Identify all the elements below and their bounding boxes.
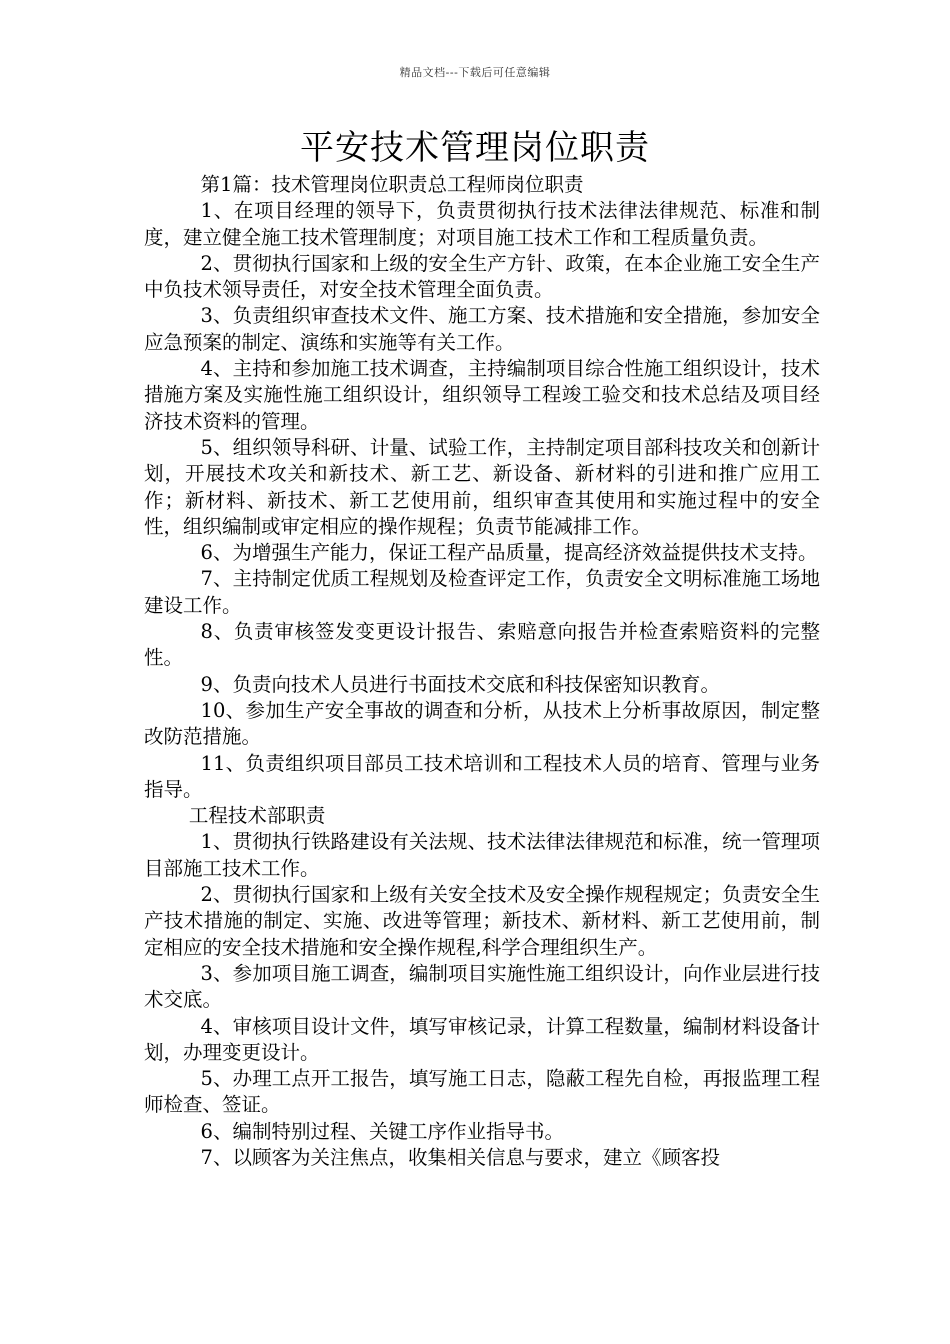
section-heading: 工程技术部职责: [188, 804, 326, 828]
paragraph: 9、负责向技术人员进行书面技术交底和科技保密知识教育。: [200, 672, 720, 696]
paragraph: 6、编制特别过程、关键工序作业指导书。: [200, 1119, 564, 1143]
paragraph: 1、在项目经理的领导下，负责贯彻执行技术法律法律规范、标准和制度，建立健全施工技术管理制度；对项目施工技术工作和工程质量负责。: [144, 199, 820, 249]
paragraph: 1、贯彻执行铁路建设有关法规、技术法律法律规范和标准，统一管理项目部施工技术工作。: [144, 830, 820, 880]
paragraph: 2、贯彻执行国家和上级有关安全技术及安全操作规程规定；负责安全生产技术措施的制定、实施、改进等管理；新技术、新材料、新工艺使用前，制定相应的安全技术措施和安全操作规程,科学合理组织生产。: [144, 883, 820, 959]
paragraph: 5、办理工点开工报告，填写施工日志，隐蔽工程先自检，再报监理工程师检查、签证。: [144, 1067, 820, 1117]
paragraph: 4、主持和参加施工技术调查，主持编制项目综合性施工组织设计，技术措施方案及实施性施工组织设计，组织领导工程竣工验交和技术总结及项目经济技术资料的管理。: [144, 357, 820, 433]
header-note: 精品文档---下载后可任意编辑: [399, 66, 551, 79]
paragraph: 10、参加生产安全事故的调查和分析，从技术上分析事故原因，制定整改防范措施。: [144, 698, 820, 749]
paragraph: 7、以顾客为关注焦点，收集相关信息与要求，建立《顾客投: [200, 1145, 720, 1169]
paragraph: 2、贯彻执行国家和上级的安全生产方针、政策，在本企业施工安全生产中负技术领导责任，对安全技术管理全面负责。: [144, 251, 820, 302]
section-heading: 第1篇：技术管理岗位职责总工程师岗位职责: [200, 173, 584, 196]
document-body: [144, 172, 820, 1171]
paragraph: 11、负责组织项目部员工技术培训和工程技术人员的培育、管理与业务指导。: [144, 751, 820, 801]
paragraph: 4、审核项目设计文件，填写审核记录，计算工程数量，编制材料设备计划，办理变更设计。: [144, 1014, 820, 1064]
paragraph: 7、主持制定优质工程规划及检查评定工作，负责安全文明标准施工场地建设工作。: [144, 567, 820, 617]
paragraph: 8、负责审核签发变更设计报告、索赔意向报告并检查索赔资料的完整性。: [144, 620, 820, 670]
document-title: 平安技术管理岗位职责: [300, 128, 650, 168]
paragraph: 5、组织领导科研、计量、试验工作，主持制定项目部科技攻关和创新计划，开展技术攻关和新技术、新工艺、新设备、新材料的引进和推广应用工作；新材料、新技术、新工艺使用前，组织审查其使用和实施过程中的安全性，组织编制或审定相应的操作规程；负责节能减排工作。: [144, 435, 820, 538]
paragraph: 3、参加项目施工调查，编制项目实施性施工组织设计，向作业层进行技术交底。: [144, 961, 820, 1012]
paragraph: 6、为增强生产能力，保证工程产品质量，提高经济效益提供技术支持。: [200, 541, 818, 565]
paragraph: 3、负责组织审查技术文件、施工方案、技术措施和安全措施，参加安全应急预案的制定、演练和实施等有关工作。: [144, 304, 820, 354]
